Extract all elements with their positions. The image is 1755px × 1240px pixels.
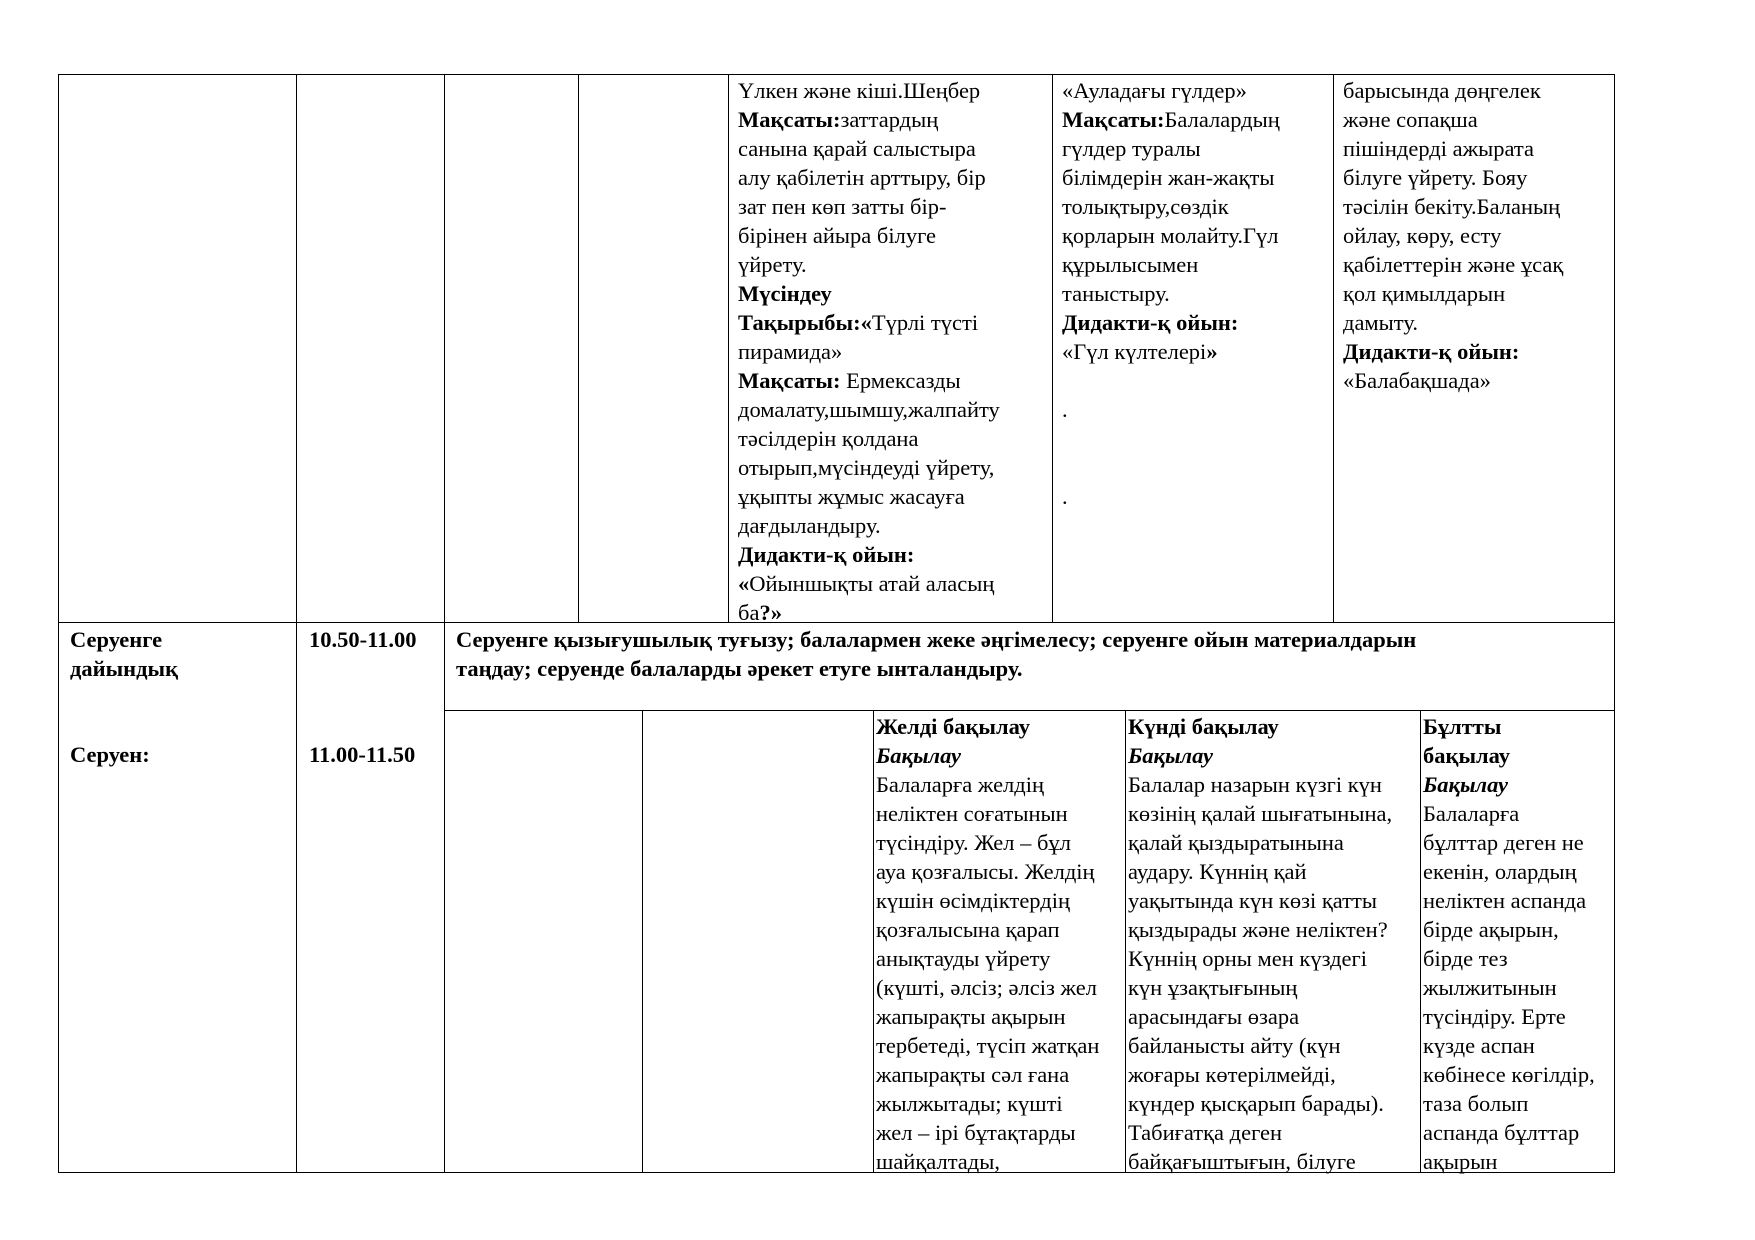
text-run: Балалар назарын күзгі күн — [1128, 772, 1382, 797]
text-line — [1343, 76, 1563, 105]
text-line — [1128, 712, 1392, 741]
text-run: тәсілдерін қолдана — [738, 426, 919, 451]
text-run: Түрлі түсті — [871, 310, 979, 335]
text-run: Дидакти-қ ойын: — [1062, 310, 1239, 335]
text-line — [738, 221, 1000, 250]
walk-preparation-label — [70, 625, 178, 683]
text-run: (күшті, әлсіз; әлсіз жел — [876, 975, 1097, 1000]
text-line — [876, 770, 1099, 799]
text-line — [1423, 944, 1595, 973]
text-run: байланысты айту (күн — [1128, 1033, 1341, 1058]
text-line — [1343, 366, 1563, 395]
activity-cell-mathematics-sculpting — [738, 76, 1000, 627]
text-line — [1343, 279, 1563, 308]
text-line — [738, 366, 1000, 395]
text-run: ақырын — [1423, 1149, 1498, 1174]
text-line — [1343, 192, 1563, 221]
text-line — [1343, 134, 1563, 163]
text-run: «Гүл күлтелері — [1062, 339, 1207, 364]
text-run: күндер қысқарып барады). — [1128, 1091, 1384, 1116]
text-line — [1343, 337, 1563, 366]
text-line — [738, 424, 1000, 453]
text-line — [1062, 279, 1280, 308]
text-run: Желді бақылау — [876, 714, 1030, 739]
text-run: неліктен соғатынын — [876, 801, 1068, 826]
text-run: құрылысымен — [1062, 252, 1199, 277]
text-run: таныстыру. — [1062, 281, 1170, 306]
text-run: үйрету. — [738, 252, 807, 277]
text-run: білуге үйрету. Бояу — [1343, 165, 1528, 190]
text-line — [1423, 886, 1595, 915]
text-run: Балаларға желдің — [876, 772, 1045, 797]
activity-cell-shapes — [1343, 76, 1563, 395]
text-line — [1128, 770, 1392, 799]
text-run: Табиғатқа деген — [1128, 1120, 1283, 1145]
text-run: заттардың — [840, 107, 939, 132]
text-line — [738, 337, 1000, 366]
column-divider — [296, 74, 297, 1173]
column-divider — [728, 74, 729, 623]
text-line — [876, 915, 1099, 944]
text-line — [1423, 770, 1595, 799]
text-line — [1128, 828, 1392, 857]
text-line: Серуенге қызығушылық туғызу; балалармен жеке әңгімелесу; серуенге ойын материалдарын — [456, 627, 1417, 652]
text-line — [876, 712, 1099, 741]
text-run: отырып,мүсіндеуді үйрету, — [738, 455, 995, 480]
text-run: аспанда бұлттар — [1423, 1120, 1580, 1145]
text-line — [876, 1089, 1099, 1118]
column-divider — [1420, 710, 1421, 1173]
text-line — [876, 828, 1099, 857]
column-divider — [1052, 74, 1053, 623]
text-run: зат пен көп затты бір- — [738, 194, 947, 219]
text-line — [1128, 1031, 1392, 1060]
text-line — [1062, 337, 1280, 366]
text-line — [1343, 221, 1563, 250]
text-run: қыздырады және неліктен? — [1128, 917, 1388, 942]
text-run: анықтауды үйрету — [876, 946, 1051, 971]
text-line — [738, 163, 1000, 192]
text-line — [1343, 250, 1563, 279]
text-run: және сопақша — [1343, 107, 1478, 132]
text-line — [1062, 366, 1280, 395]
column-divider — [642, 710, 643, 1173]
text-line — [738, 482, 1000, 511]
text-run: ауа қозғалысы. Желдің — [876, 859, 1095, 884]
text-run: Мақсаты: — [1062, 107, 1165, 132]
text-run: байқағыштығын, білуге — [1128, 1149, 1356, 1174]
text-run: күзде аспан — [1423, 1033, 1535, 1058]
activity-cell-flowers — [1062, 76, 1280, 511]
text-line — [1062, 221, 1280, 250]
text-line — [1062, 134, 1280, 163]
text-run: ?» — [759, 600, 782, 625]
text-line — [1423, 1031, 1595, 1060]
column-divider — [578, 74, 579, 623]
text-line — [1128, 1002, 1392, 1031]
column-divider — [444, 74, 445, 1173]
text-run: санына қарай салыстыра — [738, 136, 976, 161]
text-line — [1062, 453, 1280, 482]
observation-wind-cell — [876, 712, 1099, 1176]
text-run: Балалардың — [1164, 107, 1280, 132]
text-run: «Балабақшада» — [1343, 368, 1491, 393]
text-run: жылжитынын — [1423, 975, 1557, 1000]
text-run: күшін өсімдіктердің — [876, 888, 1070, 913]
text-line — [738, 569, 1000, 598]
text-run: барысында дөңгелек — [1343, 78, 1541, 103]
text-run: «Ауладағы гүлдер» — [1062, 78, 1247, 103]
text-run: білімдерін жан-жақты — [1062, 165, 1275, 190]
text-line — [1128, 915, 1392, 944]
text-run: қозғалысына қарап — [876, 917, 1060, 942]
column-divider — [1333, 74, 1334, 623]
text-run: . — [1062, 484, 1068, 509]
text-line — [1062, 105, 1280, 134]
text-line — [1062, 192, 1280, 221]
text-run: ойлау, көру, есту — [1343, 223, 1502, 248]
text-run: таза болып — [1423, 1091, 1529, 1116]
text-run: шайқалтады, — [876, 1149, 1000, 1174]
text-line — [738, 76, 1000, 105]
text-run: Дидакти-қ ойын: — [1343, 339, 1520, 364]
text-run: тәсілін бекіту.Баланың — [1343, 194, 1561, 219]
text-line — [1423, 973, 1595, 1002]
text-run: көзінің қалай шығатынына, — [1128, 801, 1393, 826]
text-line — [1062, 482, 1280, 511]
table-top-border — [58, 74, 1615, 75]
walk-label: Серуен: — [70, 742, 150, 767]
text-run: қабілеттерін және ұсақ — [1343, 252, 1564, 277]
text-run: жоғары көтерілмейді, — [1128, 1062, 1336, 1087]
text-line — [738, 511, 1000, 540]
text-run: аудару. Күннің қай — [1128, 859, 1307, 884]
text-run: неліктен аспанда — [1423, 888, 1587, 913]
text-line — [738, 453, 1000, 482]
text-line — [738, 105, 1000, 134]
text-run: Дидакти-қ ойын: — [738, 542, 915, 567]
text-run: бақылау — [1423, 743, 1511, 768]
text-line — [1423, 915, 1595, 944]
text-run: . — [1062, 397, 1068, 422]
text-run: жылжытады; күшті — [876, 1091, 1063, 1116]
walk-time: 11.00-11.50 — [309, 742, 416, 767]
text-line — [876, 1031, 1099, 1060]
text-run: пішіндерді ажырата — [1343, 136, 1535, 161]
text-run: « — [738, 571, 750, 596]
text-line — [1128, 973, 1392, 1002]
text-run: жапырақты сәл ғана — [876, 1062, 1070, 1087]
text-line — [876, 1147, 1099, 1176]
text-line — [1128, 1118, 1392, 1147]
text-run: толықтыру,сөздік — [1062, 194, 1229, 219]
text-run: арасындағы өзара — [1128, 1004, 1300, 1029]
table-left-border — [58, 74, 59, 1173]
label-line: дайындық — [70, 656, 179, 681]
text-line — [876, 741, 1099, 770]
text-line — [738, 540, 1000, 569]
text-line — [738, 192, 1000, 221]
text-line — [1423, 828, 1595, 857]
text-run: бірде ақырын, — [1423, 917, 1559, 942]
text-line — [738, 395, 1000, 424]
walk-preparation-text — [456, 625, 1416, 683]
text-run: бұлттар деген не — [1423, 830, 1584, 855]
text-run: ұқыпты жұмыс жасауға — [738, 484, 965, 509]
text-line — [1062, 308, 1280, 337]
text-line — [1128, 886, 1392, 915]
text-line — [876, 1002, 1099, 1031]
text-run: Бақылау — [876, 743, 962, 768]
text-line — [738, 250, 1000, 279]
text-run: Үлкен және кіші.Шеңбер — [738, 78, 981, 103]
text-line — [1423, 741, 1595, 770]
text-line — [738, 308, 1000, 337]
text-line: таңдау; серуенде балаларды әрекет етуге ынталандыру. — [456, 656, 1023, 681]
text-line — [876, 886, 1099, 915]
text-run: жапырақты ақырын — [876, 1004, 1066, 1029]
text-run: Ойыншықты атай аласың — [749, 571, 995, 596]
text-line — [1128, 741, 1392, 770]
text-run: Бақылау — [1128, 743, 1214, 768]
text-run: алу қабілетін арттыру, бір — [738, 165, 986, 190]
text-run: » — [1206, 339, 1218, 364]
text-run: пирамида» — [738, 339, 843, 364]
table-right-border — [1614, 74, 1615, 1173]
text-run: Тақырыбы:« — [738, 310, 872, 335]
text-line — [1128, 1089, 1392, 1118]
text-line — [876, 944, 1099, 973]
text-run: қалай қыздыратынына — [1128, 830, 1344, 855]
text-line — [1062, 250, 1280, 279]
text-run: Күннің орны мен күздегі — [1128, 946, 1368, 971]
text-line — [1062, 76, 1280, 105]
text-line — [1062, 424, 1280, 453]
text-line — [1423, 1147, 1595, 1176]
text-run: Мақсаты: — [738, 107, 841, 132]
text-run: Балаларға — [1423, 801, 1520, 826]
text-run: Бақылау — [1423, 772, 1509, 797]
text-line — [1423, 712, 1595, 741]
text-line — [1423, 1060, 1595, 1089]
text-run: Мақсаты: — [738, 368, 847, 393]
text-line — [1423, 799, 1595, 828]
observation-clouds-cell — [1423, 712, 1595, 1176]
text-line — [876, 799, 1099, 828]
text-line — [738, 134, 1000, 163]
text-run: Мүсіндеу — [738, 281, 832, 306]
column-divider — [873, 710, 874, 1173]
text-run: түсіндіру. Жел – бұл — [876, 830, 1071, 855]
text-line — [1423, 1002, 1595, 1031]
text-run: тербетеді, түсіп жатқан — [876, 1033, 1100, 1058]
text-run: екенін, олардың — [1423, 859, 1577, 884]
text-line — [738, 279, 1000, 308]
text-run: дағдыландыру. — [738, 513, 881, 538]
text-run: домалату,шымшу,жалпайту — [738, 397, 1000, 422]
text-line — [876, 857, 1099, 886]
text-line — [876, 1060, 1099, 1089]
text-run: қорларын молайту.Гүл — [1062, 223, 1279, 248]
text-run: ба — [738, 600, 760, 625]
text-line — [1128, 944, 1392, 973]
text-run: уақытында күн көзі қатты — [1128, 888, 1377, 913]
text-run: қол қимылдарын — [1343, 281, 1506, 306]
text-line — [876, 1118, 1099, 1147]
observation-sun-cell — [1128, 712, 1392, 1176]
text-run: гүлдер туралы — [1062, 136, 1201, 161]
text-run: дамыту. — [1343, 310, 1418, 335]
column-divider — [1125, 710, 1126, 1173]
walk-preparation-time: 10.50-11.00 — [309, 627, 417, 652]
row-divider — [444, 710, 1615, 711]
text-line — [1062, 395, 1280, 424]
text-line — [1128, 1060, 1392, 1089]
text-line — [1062, 163, 1280, 192]
text-line — [1343, 308, 1563, 337]
text-run: күн ұзақтығының — [1128, 975, 1298, 1000]
text-line — [1128, 1147, 1392, 1176]
label-line: Серуенге — [70, 627, 163, 652]
text-line — [1343, 105, 1563, 134]
text-run: Бұлтты — [1423, 714, 1502, 739]
text-line — [1128, 857, 1392, 886]
text-line — [1343, 163, 1563, 192]
text-run: көбінесе көгілдір, — [1423, 1062, 1595, 1087]
text-line — [738, 598, 1000, 627]
text-run: бірінен айыра білуге — [738, 223, 936, 248]
text-line — [1423, 857, 1595, 886]
text-run: Ермексазды — [846, 368, 961, 393]
text-run: бірде тез — [1423, 946, 1508, 971]
text-line — [1423, 1118, 1595, 1147]
text-line — [1423, 1089, 1595, 1118]
text-run: жел – ірі бұтақтарды — [876, 1120, 1076, 1145]
text-run: түсіндіру. Ерте — [1423, 1004, 1566, 1029]
text-run: Күнді бақылау — [1128, 714, 1279, 739]
text-line — [1128, 799, 1392, 828]
text-line — [876, 973, 1099, 1002]
